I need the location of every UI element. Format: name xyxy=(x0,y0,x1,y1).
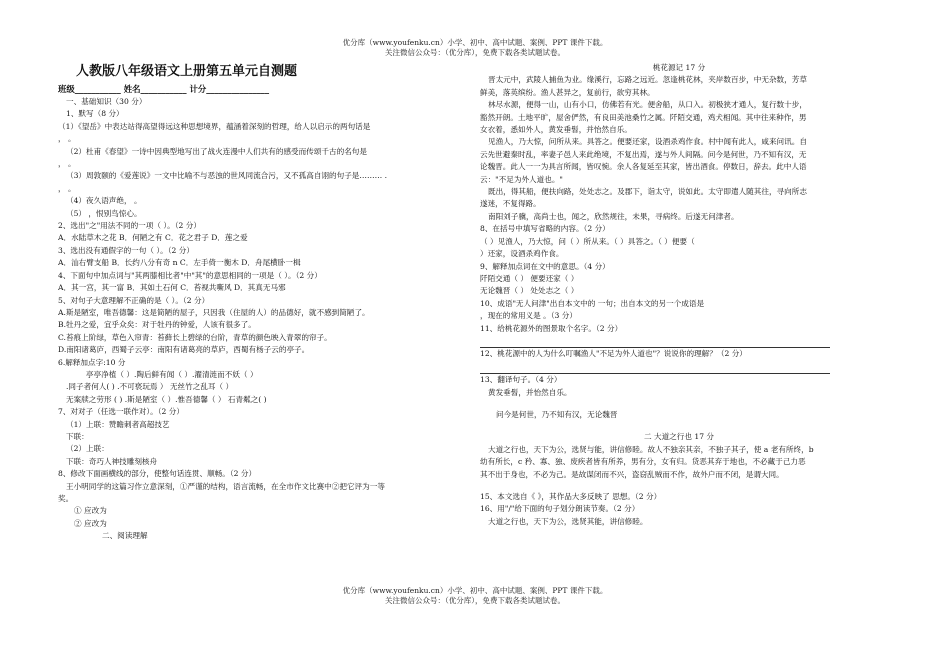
text-line: 2、选出"之"用法不同的一项（ ）。（2 分） xyxy=(58,221,201,231)
text-line: 论魏晋。此人一一为具言所闻，皆叹惋。余人各复延至其家，皆出酒食。停数日，辞去。此中人语 xyxy=(480,162,807,172)
answer-space xyxy=(480,399,878,409)
header-line-2: 关注微信公众号：（优分库），免费下载各类试题试卷。 xyxy=(385,48,565,57)
text-line: 南阳刘子骥，高尚士也，闻之，欣然规往，未果，寻病终。后遂无问津者。 xyxy=(488,211,739,221)
footer-line-1: 优分库（www.youfenku.cn）小学、初中、高中试题、案例、PPT 课件下载。 xyxy=(342,586,608,595)
text-line: 王小明同学的这篇习作立意深刻，①严谨的结构，语言流畅，在全市作文比赛中②把它评为一等 xyxy=(66,481,385,491)
text-line: 1、默写（8 分） xyxy=(66,109,124,119)
text-line: 13、翻译句子。（4 分） xyxy=(480,375,562,385)
answer-space xyxy=(480,481,878,491)
text-line: 问今是何世，乃不知有汉，无论魏晋 xyxy=(496,409,618,419)
text-line: 幼有所长，c 矜、寡、独、废疾者皆有所养，男有分，女有归。货恶其弃于地也，不必藏于己力恶 xyxy=(480,457,806,467)
text-line: 9、解释加点词在文中的意思。（4 分） xyxy=(480,261,610,271)
text-line: A．水陆草木之花 B．何陋之有 C．花之君子 D．莲之爱 xyxy=(58,233,248,243)
text-line: ，现在的常用义是 。（3 分） xyxy=(480,311,577,321)
text-line: .同子者何人( ) .不可亵玩焉 ） 无丝竹之乱耳（ ） xyxy=(66,382,234,392)
text-line: ）还家，设酒杀鸡作食。 xyxy=(480,249,564,259)
text-line: （4）夜久语声绝， 。 xyxy=(66,196,142,206)
text-line: 奖。 xyxy=(58,494,74,503)
text-line: 8、在括号中填写省略的内容。（2 分） xyxy=(480,224,610,234)
answer-space xyxy=(480,421,878,431)
right-question-list xyxy=(480,62,878,528)
text-line: 二、阅读理解 xyxy=(102,531,148,541)
text-line: 4、下面句中加点词与"其两膝相比者"中"其"的意思相同的一项是（ ）。（2 分） xyxy=(58,270,322,280)
text-line: 遂迷，不复得路。 xyxy=(480,199,541,209)
text-line: （2）杜甫《春望》一诗中因典型地写出了战火连漫中人们共有的感受而传颂千古的名句是 xyxy=(66,146,367,156)
text-line: 既出，得其船，便扶向路，处处志之。及郡下，诣太守，说如此。太守即遣人随其往，寻向所志 xyxy=(488,187,807,197)
text-line: 6.解释加点字:10 分 xyxy=(58,357,126,367)
text-line: 亭亭净植（ ）.陶后鲜有闻（ ）.濯清涟而不妖（ ） xyxy=(86,369,258,379)
text-line: 大道之行也，天下为公，选贤其能，讲信修睦。 xyxy=(488,516,648,526)
left-question-list xyxy=(58,96,456,543)
header-line-1: 优分库（www.youfenku.cn）小学、初中、高中试题、案例、PPT 课件下载。 xyxy=(342,38,608,47)
page-footer xyxy=(0,586,950,606)
text-line: 16、用"/"给下面的句子划分朗读节奏。（2 分） xyxy=(480,504,640,514)
text-line: 12、桃花源中的人为什么叮嘱渔人"不足为外人道也"？说说你的理解？（2 分） xyxy=(480,349,747,359)
text-line: 8、修改下面画横线的部分，使整句话连贯、顺畅。（2 分） xyxy=(58,469,257,479)
text-line: 无案牍之劳形 ( ) .斯是陋室（ ）.惟吾德馨（ ） 石青粼之( ) xyxy=(66,394,267,404)
text-line: D.南阳诸葛庐，西蜀子云亭：南阳有诸葛亮的草庐，西蜀有杨子云的亭子。 xyxy=(58,345,310,355)
text-line: 桃花源记 17 分 xyxy=(652,63,706,72)
text-line: 豁然开朗。土地平旷，屋舍俨然，有良田美池桑竹之属。阡陌交通，鸡犬相闻。其中往来种作，男 xyxy=(480,112,807,122)
text-line: ， 。 xyxy=(58,183,76,193)
text-line: 见渔人，乃大惊，问所从来。具答之。便要还家，设酒杀鸡作食。村中闻有此人，咸来问讯。自 xyxy=(488,137,807,147)
answer-rule xyxy=(480,361,830,374)
text-line: （1）《望岳》中表达站得高望得远这种思想境界，蕴涵着深刻的哲理，给人以启示的两句话是 xyxy=(58,121,371,131)
text-line: 林尽水源，便得一山，山有小口，仿佛若有光。便舍船，从口入。初极狭才通人，复行数十步， xyxy=(488,100,807,110)
text-line: 黄发垂髫，并怡然自乐。 xyxy=(488,387,572,397)
text-line: （2）上联： xyxy=(66,444,109,454)
text-line: ① 应改为 xyxy=(74,506,107,516)
text-line: 15、本文选自《 》，其作品大多反映了 思想。（2 分） xyxy=(480,491,662,501)
text-line: ， 。 xyxy=(58,134,76,144)
text-line: （3）周敦颐的《爱莲说》一文中比喻不与恶浊的世风同流合污，又不孤高自诩的句子是……… . xyxy=(66,171,387,181)
text-line: 一、基础知识（30 分） xyxy=(66,97,147,106)
text-line: B.牡丹之爱，宜乎众矣：对于牡丹的钟爱，人该有很多了。 xyxy=(58,320,256,330)
text-line: 下联：奇巧人神技雕刻核舟 xyxy=(66,456,158,466)
text-line: 10、成语"无人问津"出自本文中的 一句；出自本文的另一个成语是 xyxy=(480,298,705,308)
text-line: 7、对对子（任选一联作对）。（2 分） xyxy=(58,407,184,417)
text-line: ② 应改为 xyxy=(74,518,107,528)
text-line: 其不出于身也，不必为己。是故谋闭而不兴，盗窃乱贼而不作，故外户而不闭，是谓大同。 xyxy=(480,469,784,479)
left-column xyxy=(58,62,456,543)
text-line: 云先世避秦时乱，率妻子邑人来此绝境，不复出焉，遂与外人间隔。问今是何世，乃不知有汉，无 xyxy=(480,149,807,159)
text-line: 阡陌交通（ ） 便要还家（ ） xyxy=(480,273,579,283)
right-column xyxy=(480,62,878,528)
text-line: （5） ，恨别鸟惊心。 xyxy=(66,208,142,218)
exam-title: 人教版八年级语文上册第五单元自测题 xyxy=(76,64,298,79)
text-line: 鲜美，落英缤纷。渔人甚异之，复前行，欲穷其林。 xyxy=(480,87,655,97)
footer-line-2: 关注微信公众号：（优分库），免费下载各类试题试卷。 xyxy=(385,596,565,605)
text-line: 11、给桃花源外的图景取个名字。（2 分） xyxy=(480,323,623,333)
text-line: 下联： xyxy=(66,431,89,441)
class-name-score-line: 班级___________ 姓名___________ 计分_______________ xyxy=(58,84,270,94)
text-line: A．汕右臂支船 B．长约八分有奇 n C．左手倚一衡木 D．舟尾横卧一楫 xyxy=(58,258,301,268)
text-line: A．其一宫，其一富 B．其如土石何 C．苔视共嘶风 D．其真无马邪 xyxy=(58,283,286,293)
text-line: ， 。 xyxy=(58,159,76,169)
text-line: 二 大道之行也 17 分 xyxy=(643,432,715,442)
text-line: A.斯是陋室，唯吾德馨：这是简陋的屋子，只因我（住屋的人）的品德好，就不感到简陋了。 xyxy=(58,307,370,317)
page-header xyxy=(0,38,950,58)
answer-rule xyxy=(480,335,830,348)
text-line: （1）上联：赞瞻刺者高超技艺 xyxy=(66,419,170,429)
text-line: C.苔痕上阶绿，草色入帘青：苔藓长上碧绿的台阶，青草的颜色映入青翠的帘子。 xyxy=(58,332,332,342)
text-line: 无论魏晋（ ） 处处志之（ ） xyxy=(480,286,579,296)
text-line: 3、选出没有通假字的一句（ ）。（2 分） xyxy=(58,245,194,255)
text-line: 云："不足为外人道也。" xyxy=(480,174,563,184)
text-line: 女衣着，悉如外人，黄发垂髫，并怡然自乐。 xyxy=(480,125,632,135)
text-line: 5、对句子大意理解不正确的是（ ）。（2 分） xyxy=(58,295,210,305)
text-line: 大道之行也，天下为公，选贤与能，讲信修睦。故人不独亲其亲，不独子其子，使 a 老有所终，b xyxy=(488,444,814,454)
text-line: （ ）见渔人，乃大惊，问（ ）所从来。（ ）具答之。（ ）便要（ xyxy=(480,236,695,246)
text-line: 晋太元中，武陵人捕鱼为业。缘溪行，忘路之远近。忽逢桃花林，夹岸数百步，中无杂数，芳草 xyxy=(488,75,807,85)
